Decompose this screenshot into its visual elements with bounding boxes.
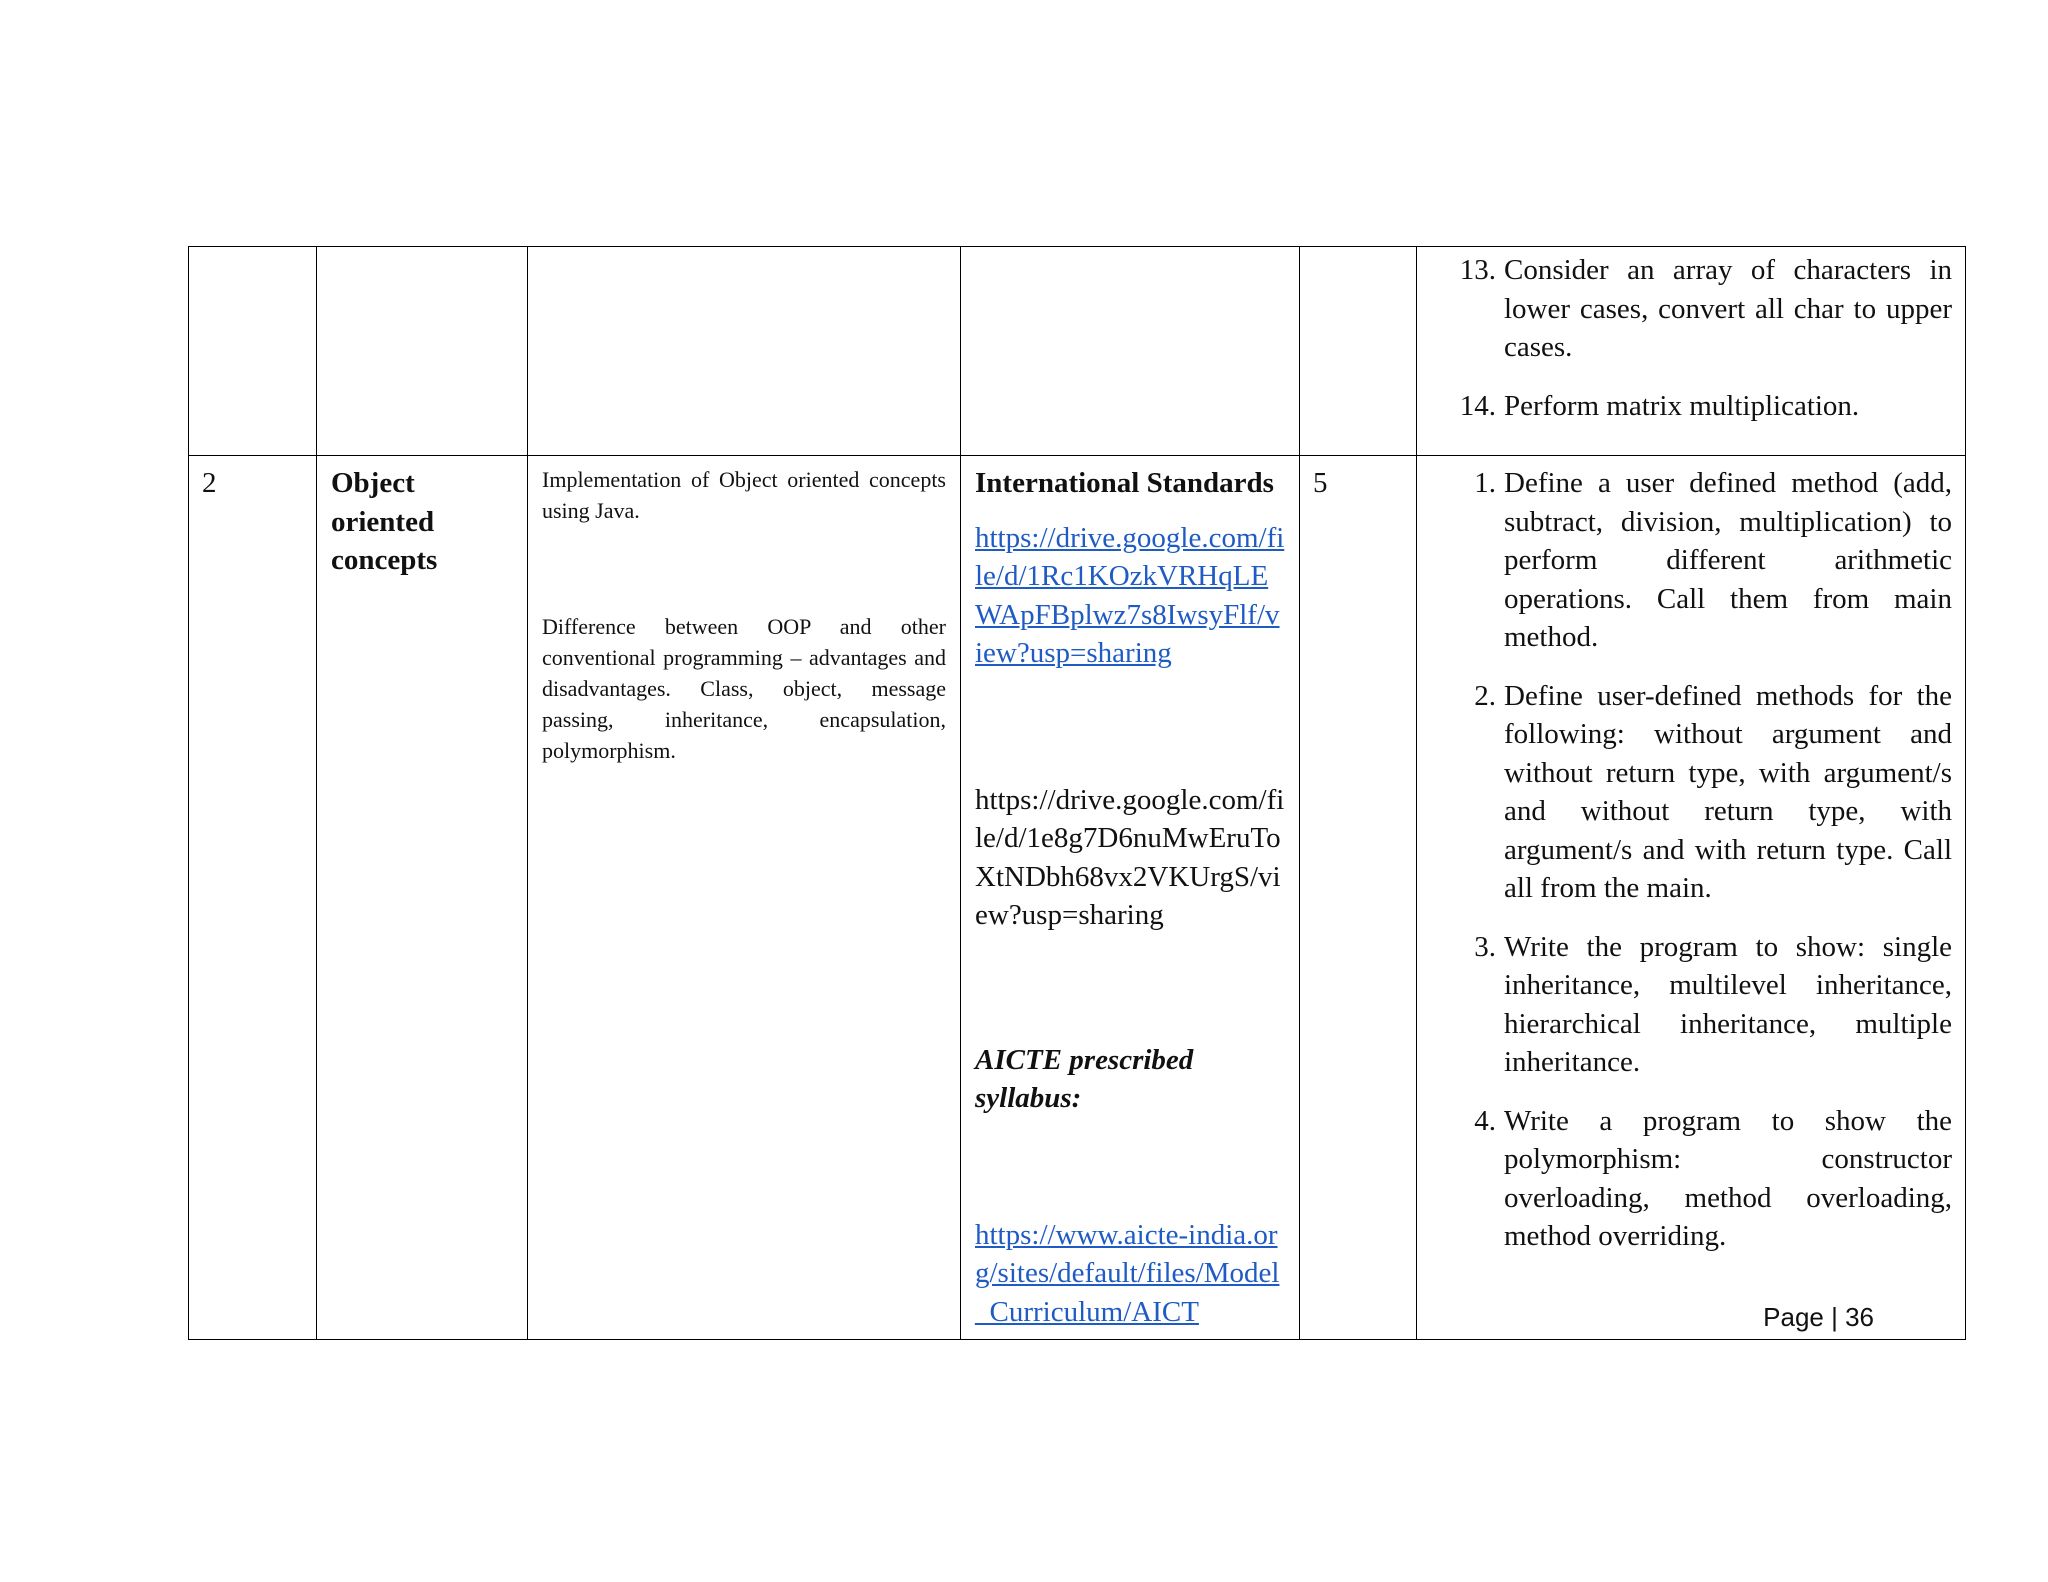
content-cell — [528, 456, 961, 1340]
experiment-list — [1430, 251, 1952, 425]
hours-value: 5 — [1313, 467, 1328, 499]
aicte-heading: AICTE prescribed syllabus: — [975, 1043, 1194, 1114]
experiment-list — [1430, 464, 1952, 1256]
sno-cell — [189, 456, 317, 1340]
content-cell-empty — [528, 247, 961, 456]
list-item: 1. Define a user defined method (add, subtract, division, multiplication) to perform different arithmetic operations. Call them from main method. — [1474, 467, 1952, 653]
serial-number: 2 — [202, 467, 217, 499]
experiments-cell — [1417, 247, 1966, 456]
module-cell — [317, 456, 528, 1340]
module-cell-empty — [317, 247, 528, 456]
syllabus-table — [188, 246, 1966, 1340]
table-row — [189, 456, 1966, 1340]
hours-cell-empty — [1300, 247, 1417, 456]
experiments-cell — [1417, 456, 1966, 1340]
module-title: Object oriented concepts — [331, 467, 438, 576]
reference-link[interactable]: https://www.aicte-india.org/sites/default/files/Model_Curriculum/AICT — [975, 1218, 1280, 1328]
list-item: 2. Define user-defined methods for the following: without argument and without return type, with argument/s and without return type, with argument/s and with return type. Call all from the main. — [1474, 679, 1952, 904]
list-item: 13. Consider an array of characters in lower cases, convert all char to upper cases. — [1459, 254, 1952, 363]
content-paragraph: Difference between OOP and other conventional programming – advantages and disadvantages. Class, object, message passing, inheritance, encapsulation, polymorphism. — [542, 614, 946, 763]
references-heading: International Standards — [975, 467, 1274, 499]
sno-cell-empty — [189, 247, 317, 456]
page-number: Page | 36 — [1763, 1302, 1874, 1332]
references-cell-empty — [961, 247, 1300, 456]
content-paragraph: Implementation of Object oriented concepts using Java. — [542, 467, 946, 523]
list-item: 4. Write a program to show the polymorphism: constructor overloading, method overloading, method overriding. — [1474, 1104, 1952, 1252]
list-item: 14. Perform matrix multiplication. — [1459, 389, 1860, 422]
table-row — [189, 247, 1966, 456]
reference-link[interactable]: https://drive.google.com/file/d/1Rc1KOzkVRHqLEWApFBplwz7s8IwsyFlf/view?usp=sharing — [975, 521, 1285, 669]
hours-cell — [1300, 456, 1417, 1340]
reference-text: https://drive.google.com/file/d/1e8g7D6nuMwEruToXtNDbh68vx2VKUrgS/view?usp=sharing — [975, 783, 1285, 931]
list-item: 3. Write the program to show: single inheritance, multilevel inheritance, hierarchical inheritance, multiple inheritance. — [1474, 930, 1952, 1078]
references-cell — [961, 456, 1300, 1340]
